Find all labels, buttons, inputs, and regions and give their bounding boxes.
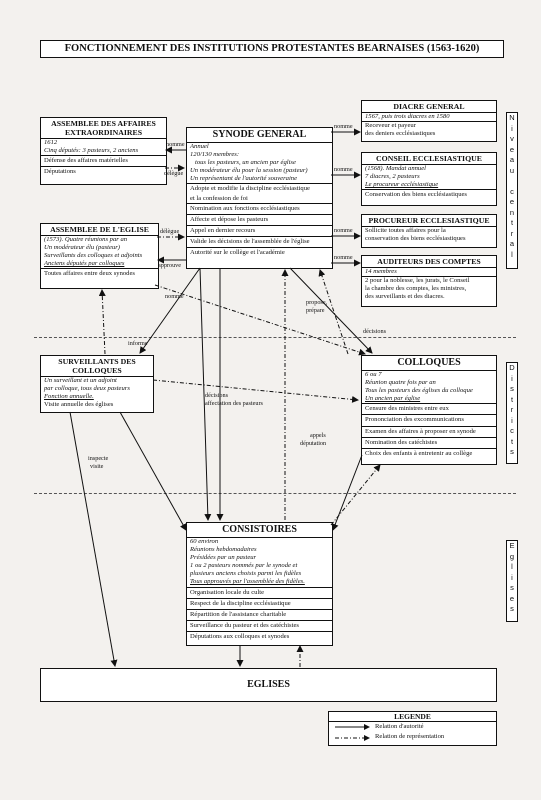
arrow-synode-decisions [290,268,372,353]
arrow-eglise-to-colloques [155,285,365,354]
side-niveau_central-letter: a [509,239,515,248]
side-niveau_central-letter: t [510,218,514,227]
synode-role: Valide les décisions de l'assemblée de l'église [187,236,332,247]
side-districts-letter: t [510,394,514,404]
conseil-role: Conservation des biens ecclésiastiques [362,189,496,200]
assemblee-affaires-role: Défense des affaires matérielles [41,155,166,166]
side-niveau_central-letter: r [510,228,514,238]
side-districts-letter: D [509,363,515,372]
side-districts-letter: i [511,415,513,425]
consistoires-role: Respect de la discipline ecclésiastique [187,598,332,609]
side-eglises-letter: e [509,593,515,603]
legend-representation: Relation de représentation [375,733,445,740]
label-propose: propose, [306,299,328,306]
auditeurs-title: AUDITEURS DES COMPTES [362,256,496,268]
label-visite: visite [90,463,104,470]
arrow-synode-to-surveillants [140,268,200,353]
side-eglises-letter: s [510,604,514,613]
procureur-role: Sollicite toutes affaires pour la [365,227,446,234]
diacre-role: des deniers ecclésiastiques [365,130,436,138]
assemblee-eglise-line: (1573). Quatre réunions par an [44,236,128,243]
surveillants-line: par colloque, tous deux pasteurs [44,385,130,393]
consistoires-line: Présidées par un pasteur [190,554,257,562]
synode-line: Un représentant de l'autorité souveraine [190,175,298,183]
colloques-role: Choix des enfants à entretenir au collège [362,448,496,459]
side-niveau_central-letter: n [509,207,515,217]
label-delegue-eglise: délègue [160,228,180,235]
legend-authority: Relation d'autorité [375,723,424,730]
label-appels: appels [310,432,326,439]
consistoires-role: Députations aux colloques et synodes [187,631,332,642]
label-inspecte: inspecte [88,455,109,462]
synode-role: Appel en dernier recours [187,225,332,236]
synode-role: Adopte et modifie la discipline ecclésiastique [187,183,332,194]
conseil-line: (1568). Mandat annuel [365,165,426,172]
consistoires-line: plusieurs anciens choisis parmi les fidèles [190,570,302,578]
synode-line: tous les pasteurs, un ancien par église [195,159,296,167]
page-title: FONCTIONNEMENT DES INSTITUTIONS PROTESTANTES BEARNAISES (1563-1620) [40,40,504,58]
assemblee-eglise-title: ASSEMBLEE DE L'EGLISE [41,224,158,236]
procureur-role: conservation des biens ecclésiastiques [365,235,466,243]
consistoires-role: Répartition de l'assistance charitable [187,609,332,620]
auditeurs-role: des surveillants et des diacres. [365,293,445,301]
assemblee-affaires-role: Députations [41,166,166,177]
side-eglises-letter: l [511,562,513,571]
colloques-line: Tous les pasteurs des églises du colloque [365,387,473,395]
consistoires-role: Surveillance du pasteur et des catéchistes [187,620,332,631]
surveillants-line: Un surveillant et un adjoint [44,377,117,384]
side-districts-letter: s [510,447,514,456]
consistoires-line: Tous approuvés par l'assemblée des fidèles. [190,578,305,586]
label-nomme-diacre: nomme [334,123,353,130]
surveillants-line: Fonction annuelle. [44,393,94,401]
side-niveau_central-letter: v [510,134,514,143]
diacre-line: 1567, puis trois diacres en 1580 [365,113,450,120]
label-nomme-surveillants: nomme [165,293,184,300]
synode-role: Autorité sur le collège et l'académie [187,247,332,258]
label-nomme-conseil: nomme [334,166,353,173]
synode-role: Affecte et dépose les pasteurs [187,214,332,225]
assemblee-affaires-line: Cinq députés: 3 pasteurs, 2 anciens [44,147,139,155]
consistoires-line: Réunions hebdomadaires [190,546,257,554]
side-niveau_central-letter: c [510,186,514,196]
diacre-role: Receveur et payeur [362,121,496,130]
side-districts-letter: c [510,426,514,435]
colloques-role: Nomination des catéchistes [362,437,496,448]
legend-swatches [333,722,373,746]
synode-line: 120/130 membres: [190,151,240,159]
colloques-line: Un ancien par église [365,395,421,403]
side-eglises-letter: E [509,541,515,550]
side-niveau_central-letter: e [509,197,515,206]
label-delegue-affaires: délègue [164,170,184,177]
side-eglises-letter: i [511,572,513,582]
label-deputation: députation [300,440,327,447]
arrow-surveillants-to-eglises [70,412,115,666]
side-eglises-letter: g [509,551,515,561]
side-niveau_central-letter: i [511,123,513,133]
auditeurs-role: 2 pour la noblesse, les jurats, le Conseil [362,276,496,285]
surveillants-title: SURVEILLANTS DES COLLOQUES [41,356,153,377]
assemblee-eglise-line: Surveillants des colloques et adjoints [44,252,143,260]
label-prepare: prépare [306,307,325,314]
colloques-title: COLLOQUES [362,356,496,371]
assemblee-affaires-title: ASSEMBLEE DES AFFAIRES EXTRAORDINAIRES [41,118,166,139]
diacre-title: DIACRE GENERAL [362,101,496,113]
synode-role: Nomination aux fonctions ecclésiastiques [187,203,332,214]
consistoires-line: 1 ou 2 pasteurs nommés par le synode et [190,562,298,570]
arrow-surveillants-to-colloques [153,380,358,400]
label-nomme-auditeurs: nomme [334,254,353,261]
side-districts-letter: i [511,373,513,383]
assemblee-affaires-line: 1612 [44,139,58,146]
legend [328,711,497,746]
conseil-line: Le procureur ecclésiastique [365,181,439,189]
side-districts-letter: s [510,384,514,393]
auditeurs-line: 14 membres [365,268,397,275]
synode-title: SYNODE GENERAL [187,128,332,143]
label-affectation: affectation des pasteurs [205,400,263,407]
side-niveau_central-letter: l [511,249,513,259]
consistoires-line: 60 environ [190,538,219,545]
side-districts-letter: r [510,405,514,414]
side-districts-letter: t [510,436,514,446]
colloques-line: Réunion quatre fois par an [365,379,436,387]
arrow-surveillants-inspecte [120,412,186,530]
conseil-title: CONSEIL ECCLESIASTIQUE [362,153,496,165]
label-informe: informe [128,340,148,347]
label-decisions-colloques: décisions [363,328,387,335]
synode-line: Un modérateur élu pour la session (pasteur) [190,167,308,175]
colloques-role: Examen des affaires à proposer en synode [362,426,496,437]
procureur-title: PROCUREUR ECCLESIASTIQUE [362,215,496,227]
side-niveau_central-letter: a [509,155,515,164]
synode-role: et la confession de foi [190,194,248,202]
assemblee-eglise-line: Anciens députés par colloques [44,260,125,268]
colloques-role: Prononciation des excommunications [362,414,496,425]
side-niveau_central-letter: u [509,165,515,175]
auditeurs-role: la chambre des comptes, les ministres, [365,285,467,293]
assemblee-eglise-role: Toutes affaires entre deux synodes [41,268,158,279]
arrow-surveillants-informe [102,290,105,354]
side-niveau_central-letter: N [509,113,515,122]
synode-line: Annuel [190,143,209,150]
assemblee-eglise-line: Un modérateur élu (pasteur) [44,244,120,252]
conseil-line: 7 diacres, 2 pasteurs [365,173,420,181]
label-approuve: approuve [158,262,182,269]
label-decisions-consistoires: décisions [205,392,229,399]
arrow-consistoires-deputation [331,465,380,525]
consistoires-role: Organisation locale du culte [187,587,332,598]
consistoires-title: CONSISTOIRES [187,523,332,538]
eglises-box: EGLISES [40,668,497,702]
side-eglises-letter: s [510,583,514,592]
colloques-role: Censure des ministres entre eux [362,403,496,414]
colloques-line: 6 ou 7 [365,371,382,378]
label-nomme-affaires: nomme [166,141,185,148]
surveillants-role: Visite annuelle des églises [44,401,114,409]
side-niveau_central-letter: e [509,144,515,154]
legend-title: LEGENDE [329,712,496,722]
label-nomme-procureur: nomme [334,227,353,234]
